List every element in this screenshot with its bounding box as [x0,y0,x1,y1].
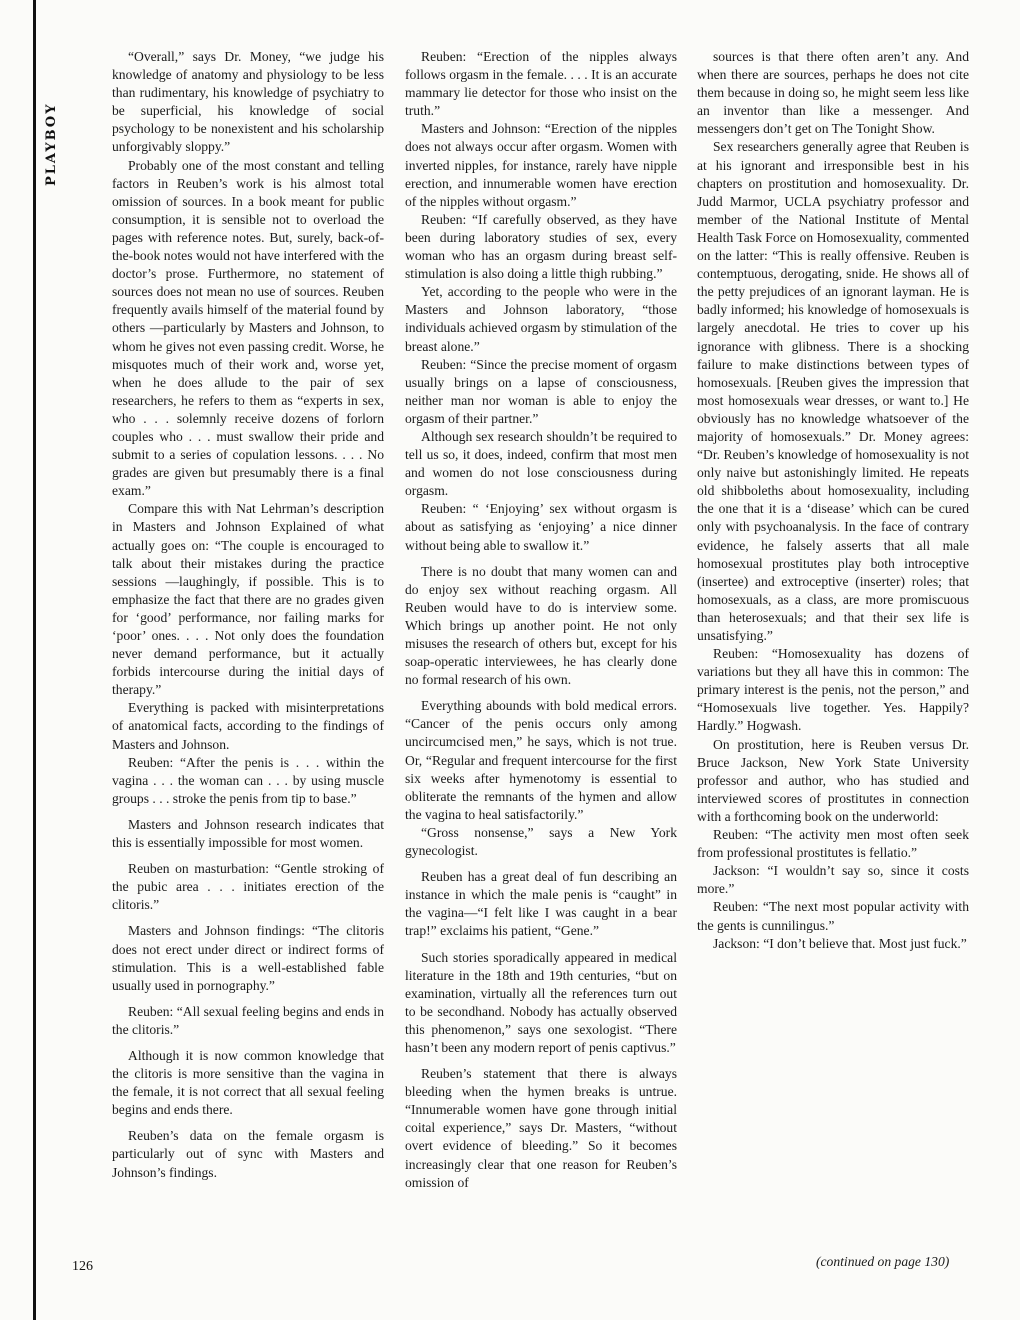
masthead [44,36,102,236]
paragraph: Reuben’s statement that there is always bleeding when the hymen breaks is untrue. “Innumerable women have gone through initial coital experience,” says Dr. Masters, “without overt evidence of bleeding.” So it becomes increasingly clear that one reason for Reuben’s omission of [405,1066,677,1190]
column-3 [697,48,969,953]
paragraph: Reuben has a great deal of fun describing an instance in which the male penis is “caught” in the vagina—“I felt like I was caught in a bear trap!” exclaims his patient, “Gene.” [405,869,677,939]
paragraph: Reuben: “The activity men most often seek from professional prostitutes is fellatio.” [697,827,969,861]
paragraph: Reuben’s data on the female orgasm is particularly out of sync with Masters and Johnson’s findings. [112,1128,384,1180]
paragraph: Probably one of the most constant and telling factors in Reuben’s work is his almost total omission of sources. In a book meant for public consumption, it is sensible not to overload the pages with reference notes. But, surely, back-of-the-book notes would not have interfered with the doctor’s prose. Furthermore, no statement of sources does not mean no use of sources. Reuben frequently avails himself of the material found by others —particularly by Masters and Johnson, to whom he gives not even passing credit. Worse, he misquotes much of their work and, worse yet, when he does allude to the pair of sex researchers, he refers to them as “experts in sex, who . . . solemnly receive dozens of forlorn couples who . . . must swallow their pride and submit to a series of copulation lessons. . . . No grades are given but presumably there is a final exam.” [112,157,384,499]
paragraph: Masters and Johnson: “Erection of the nipples does not always occur after orgasm. Women with inverted nipples, for instance, rarely have nipple erection, and innumerable women have erection of the nipples without orgasm.” [405,121,677,209]
continued-note: (continued on page 130) [816,1254,950,1269]
paragraph: Reuben: “ ‘Enjoying’ sex without orgasm is about as satisfying as ‘enjoying’ a nice dinner without being able to swallow it.” [405,501,677,553]
paragraph: There is no doubt that many women can and do enjoy sex without reaching orgasm. All Reuben would have to do is interview some. Which brings up another point. He not only misuses the research of others but, except for his soap-operatic interviewees, he has clearly done no formal research of his own. [405,563,677,688]
paragraph: Reuben: “Homosexuality has dozens of variations but they all have this in common: The primary interest is the penis, not the person,” and “Homosexuals live together. Yes. Happily? Hardly.” Hogwash. [697,646,969,734]
paragraph: Reuben: “After the penis is . . . within the vagina . . . the woman can . . . by using muscle groups . . . stroke the penis from tip to base.” [112,754,384,806]
paragraph: Masters and Johnson findings: “The clitoris does not erect under direct or indirect forms of stimulation. This is a well-established fable usually used in pornography.” [112,923,384,993]
paragraph: Such stories sporadically appeared in medical literature in the 18th and 19th centuries, “but on examination, virtually all the references turn out to be secondhand. Nobody has actually observed this phenomenon,” says one sexologist. “There hasn’t been any modern report of penis captivus.” [405,949,677,1055]
page-number: 126 [72,1259,93,1274]
paragraph: Reuben: “If carefully observed, as they have been during laboratory studies of sex, every woman who has an orgasm during breast self-stimulation is also doing a little thigh rubbing.” [405,211,677,282]
paragraph: Compare this with Nat Lehrman’s description in Masters and Johnson Explained of what actually goes on: “The couple is encouraged to talk about their mistakes during the practice sessions —laughingly, if possible. This is to emphasize the fact that there are no grades given for ‘good’ performance, nor failing marks for ‘poor’ ones. . . . Not only does the foundation never demand performance, but it actually forbids intercourse during the initial days of therapy.” [112,501,384,698]
paragraph: Reuben: “Erection of the nipples always follows orgasm in the female. . . . It is an accurate mammary lie detector for those who insist on the truth.” [405,49,677,119]
paragraph: Although sex research shouldn’t be required to tell us so, it does, indeed, confirm that most men and women do not lose consciousness during orgasm. [405,428,677,499]
column-1 [112,48,384,1182]
paragraph: Reuben: “Since the precise moment of orgasm usually brings on a lapse of consciousness, neither man nor woman is able to enjoy the orgasm of their partner.” [405,356,677,426]
masthead-text: PLAYBOY [44,102,59,186]
paragraph: Jackson: “I wouldn’t say so, since it costs more.” [697,863,969,897]
left-margin-rule [33,0,36,1320]
paragraph: Jackson: “I don’t believe that. Most just fuck.” [713,935,967,951]
paragraph: Sex researchers generally agree that Reuben is at his ignorant and irresponsible best in his chapters on prostitution and homosexuality. Dr. Judd Marmor, UCLA psychiatry professor and member of the National Institute of Mental Health Task Force on Homosexuality, commented on the latter: “This is really offensive. Reuben is contemptuous, derogating, snide. He shows all of the petty prejudices of an ignorant layman. He is badly informed; his knowledge of homosexuals is largely anecdotal. He tries to cover up his ignorance with glibness. There is a shocking failure to make distinctions between types of homosexuals. [Reuben gives the impression that most homosexuals wear dresses, or want to.] He obviously has no knowledge whatsoever of the majority of homosexuals.” Dr. Money agrees: “Dr. Reuben’s knowledge of homosexuality is not only naive but astonishingly limited. He repeats old shibboleths about homosexuality, including the one that it is a ‘disease’ which can be cured only with psychoanalysis. In the face of contrary evidence, he falsely asserts that all male homosexual prostitutes play both introceptive (insertee) and extroceptive (inserter) roles; that homosexuals, as a class, are more promiscuous than heterosexuals; and that their sex life is unsatisfying.” [697,139,969,643]
paragraph: Yet, according to the people who were in the Masters and Johnson laboratory, “those individuals achieved orgasm by stimulation of the breast alone.” [405,284,677,354]
paragraph: Masters and Johnson research indicates that this is essentially impossible for most women. [112,816,384,851]
paragraph: “Gross nonsense,” says a New York gynecologist. [405,824,677,859]
paragraph: “Overall,” says Dr. Money, “we judge his knowledge of anatomy and physiology to be less than rudimentary, his knowledge of psychiatry to be superficial, his knowledge of social psychology to be nonexistent and his scholarship unforgivably sloppy.” [112,49,384,155]
paragraph: On prostitution, here is Reuben versus Dr. Bruce Jackson, New York State University professor and author, who has studied and interviewed scores of prostitutes in connection with a forthcoming book on the underworld: [697,736,969,824]
paragraph: Everything is packed with misinterpretations of anatomical facts, according to the findings of Masters and Johnson. [112,700,384,752]
paragraph: Reuben: “All sexual feeling begins and ends in the clitoris.” [112,1003,384,1037]
column-2 [405,48,677,1192]
paragraph: Reuben on masturbation: “Gentle stroking of the pubic area . . . initiates erection of the clitoris.” [112,861,384,913]
paragraph: Everything abounds with bold medical errors. “Cancer of the penis occurs only among uncircumcised men,” he says, which is not true. Or, “Regular and frequent intercourse for the first six weeks after hymenotomy is essential to obliterate the remnants of the hymen and allow the vagina to heal satisfactorily.” [405,698,677,822]
paragraph: Although it is now common knowledge that the clitoris is more sensitive than the vagina in the female, it is not correct that all sexual feeling begins and ends there. [112,1047,384,1118]
paragraph: Reuben: “The next most popular activity with the gents is cunnilingus.” [697,899,969,933]
paragraph: sources is that there often aren’t any. And when there are sources, perhaps he does not cite them because in doing so, he might seem less like an inventor than like a messenger. And messengers don’t get on The Tonight Show. [697,49,969,137]
